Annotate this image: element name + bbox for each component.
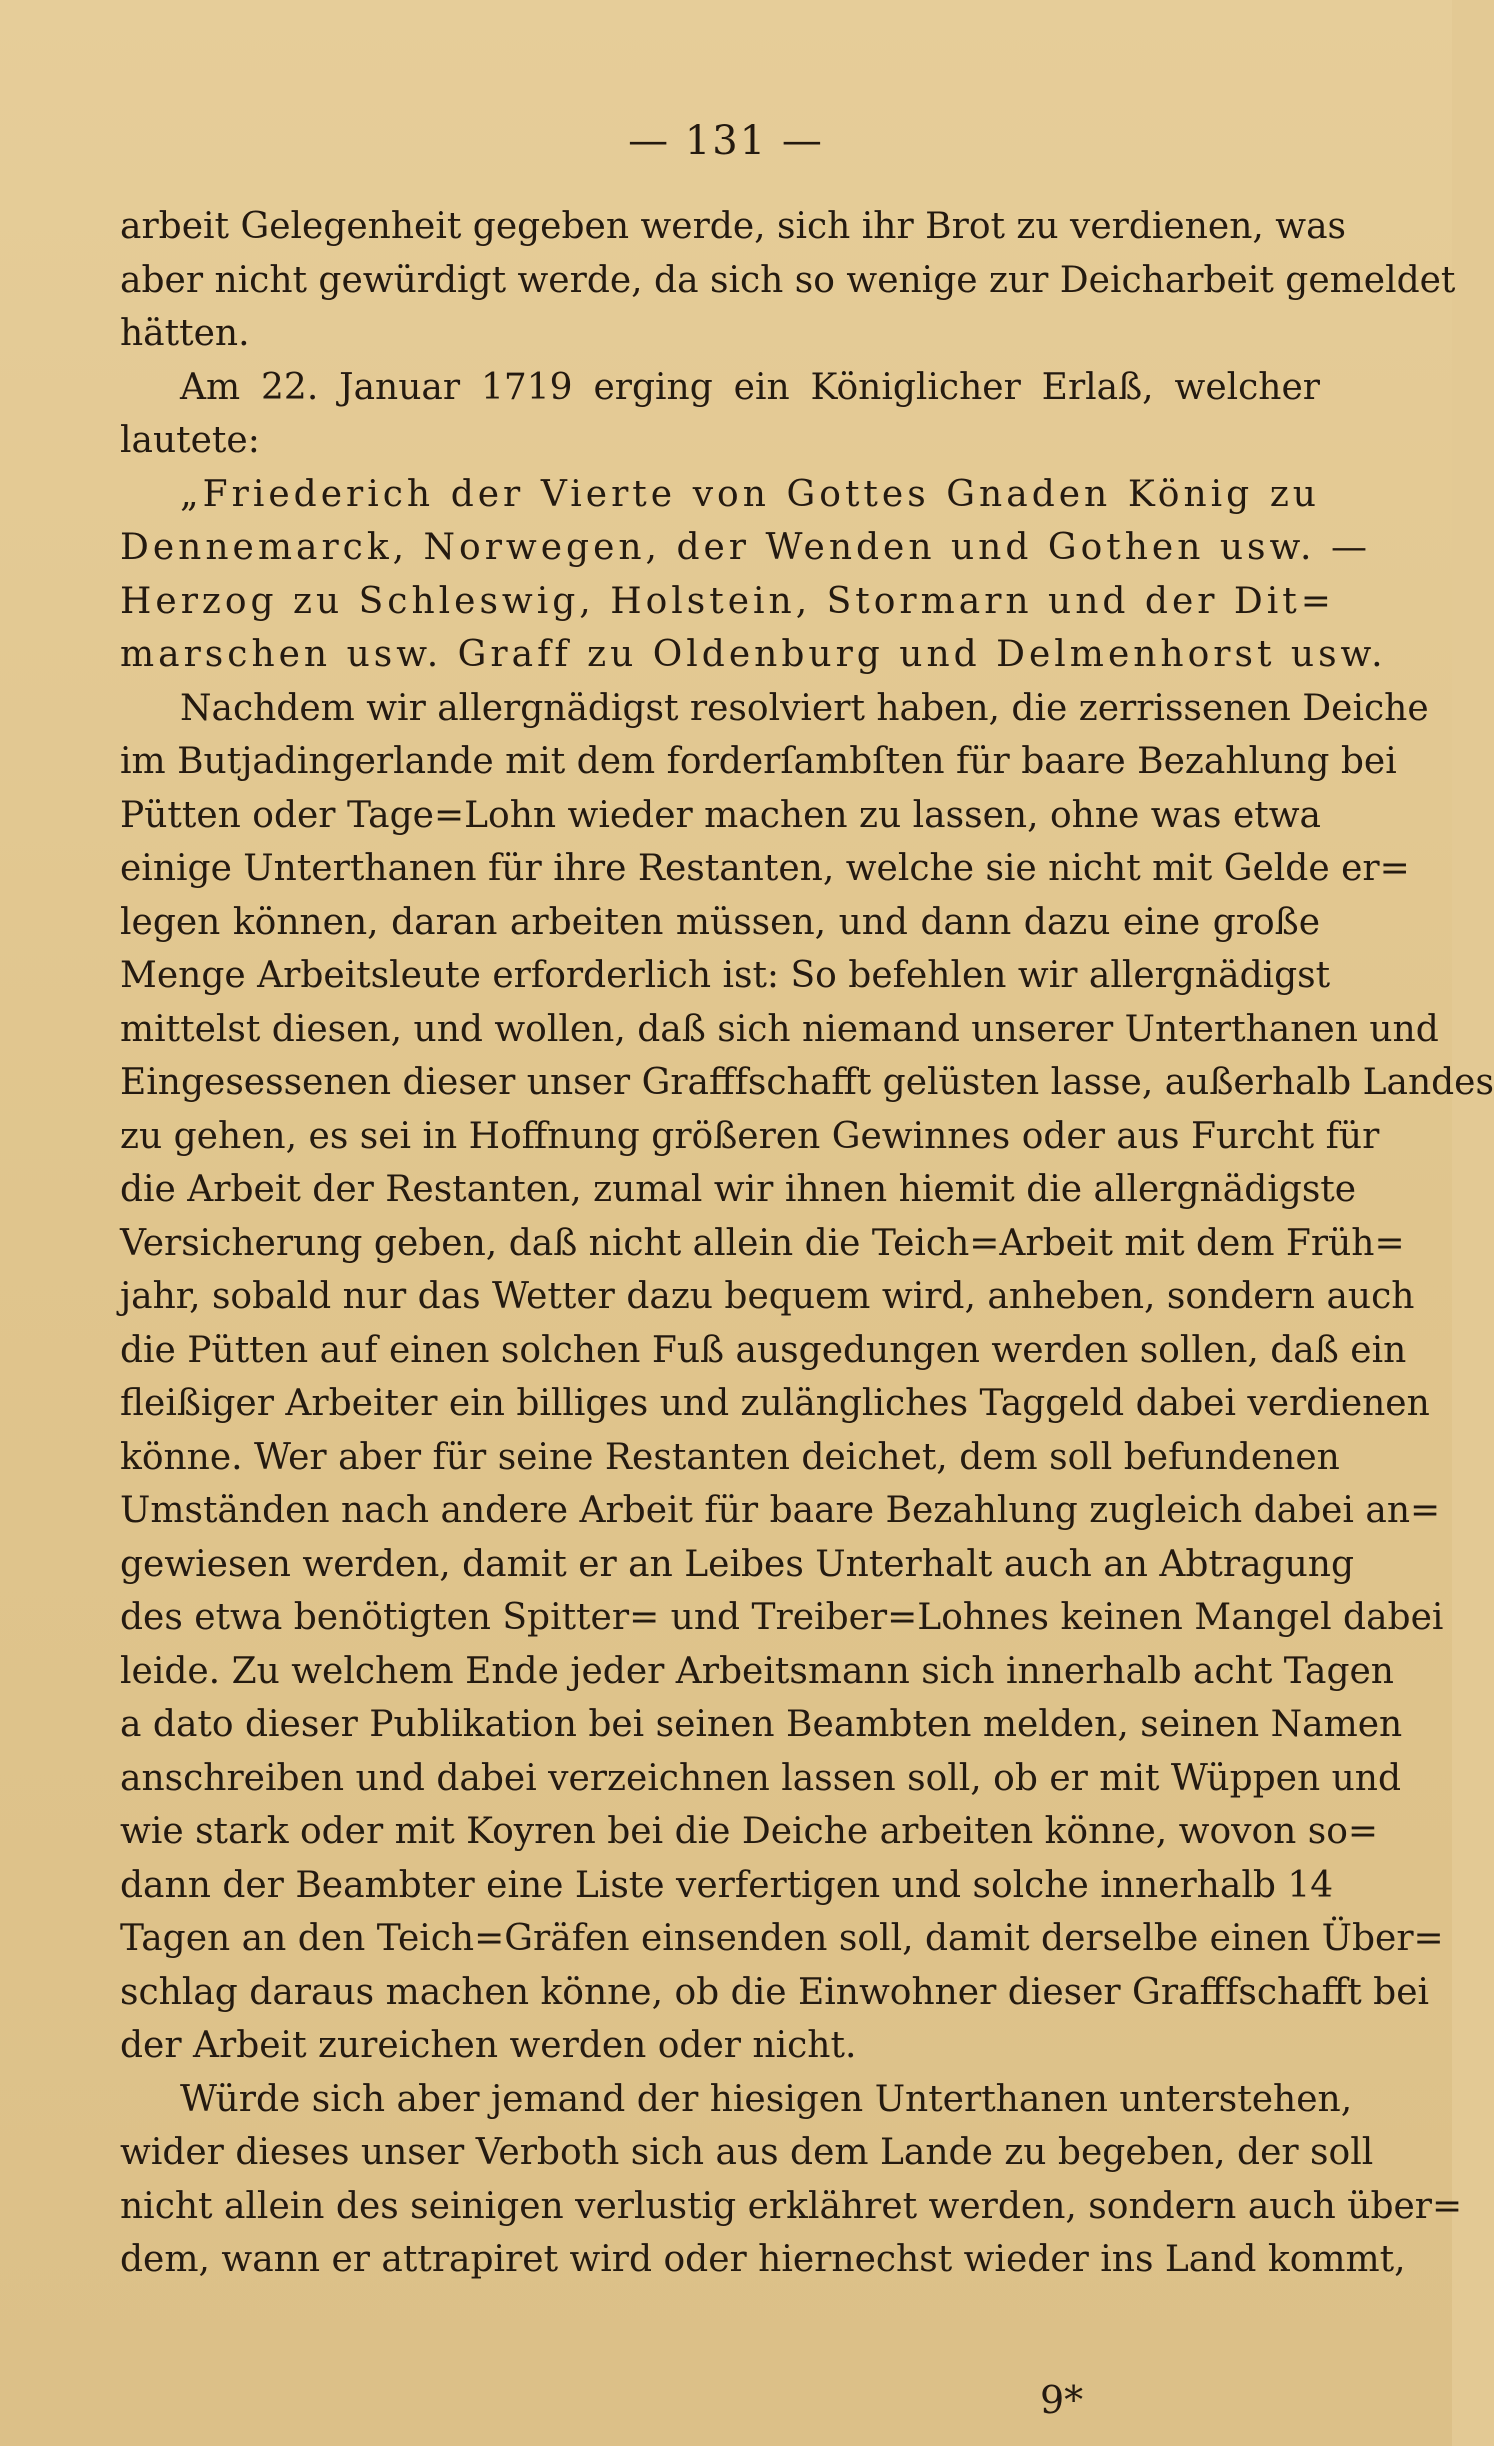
text-line: könne. Wer aber für seine Restanten deichet, dem soll befundenen	[120, 1436, 1340, 1478]
text-line: Dennemarck, Norwegen, der Wenden und Gothen usw. —	[120, 527, 1371, 568]
text-line: Versicherung geben, daß nicht allein die Teich=Arbeit mit dem Früh=	[120, 1222, 1405, 1264]
text-line: Eingesessenen dieser unser Grafffschafft gelüsten lasse, außerhalb Landes	[120, 1062, 1494, 1103]
text-line: aber nicht gewürdigt werde, da sich so wenige zur Deicharbeit gemeldet	[120, 259, 1456, 301]
text-line: Menge Arbeitsleute erforderlich ist: So befehlen wir allergnädigst	[120, 955, 1331, 996]
text-line: legen können, daran arbeiten müssen, und dann dazu eine große	[120, 901, 1320, 943]
text-line: fleißiger Arbeiter ein billiges und zulängliches Taggeld dabei verdienen	[120, 1383, 1430, 1424]
text-line: im Butjadingerlande mit dem forderſambſten für baare Bezahlung bei	[120, 741, 1397, 782]
text-line: jahr, sobald nur das Wetter dazu bequem wird, anheben, sondern auch	[120, 1276, 1415, 1317]
text-line: „Friederich der Vierte von Gottes Gnaden König zu	[180, 473, 1320, 515]
text-line: dem, wann er attrapiret wird oder hiernechst wieder ins Land kommt,	[120, 2239, 1406, 2280]
text-line: wider dieses unser Verboth sich aus dem Lande zu begeben, der soll	[120, 2132, 1374, 2173]
signature-mark: 9*	[1040, 2378, 1084, 2422]
text-line: mittelst diesen, und wollen, daß sich niemand unserer Unterthanen und	[120, 1008, 1439, 1050]
text-line: lautete:	[120, 420, 260, 461]
text-line: nicht allein des seinigen verlustig erklähret werden, sondern auch über=	[120, 2185, 1463, 2227]
text-line: Würde sich aber jemand der hiesigen Unterthanen unterstehen,	[180, 2078, 1353, 2120]
text-line: der Arbeit zureichen werden oder nicht.	[120, 2025, 857, 2066]
text-line: die Pütten auf einen solchen Fuß ausgedungen werden sollen, daß ein	[120, 1329, 1407, 1371]
text-line: Tagen an den Teich=Gräfen einsenden soll, damit derselbe einen Über=	[120, 1918, 1444, 1959]
text-line: Nachdem wir allergnädigst resolviert haben, die zerrissenen Deiche	[180, 687, 1429, 729]
text-line: einige Unterthanen für ihre Restanten, welche sie nicht mit Gelde er=	[120, 848, 1410, 889]
text-line: leide. Zu welchem Ende jeder Arbeitsmann sich innerhalb acht Tagen	[120, 1650, 1394, 1692]
text-line: schlag daraus machen könne, ob die Einwohner dieser Grafffschafft bei	[120, 1971, 1430, 2013]
text-line: Umständen nach andere Arbeit für baare Bezahlung zugleich dabei an=	[120, 1490, 1441, 1531]
text-line: wie stark oder mit Koyren bei die Deiche arbeiten könne, wovon so=	[120, 1811, 1379, 1852]
text-line: hätten.	[120, 313, 250, 354]
text-line: des etwa benötigten Spitter= und Treiber=Lohnes keinen Mangel dabei	[120, 1597, 1444, 1638]
page-text	[120, 200, 1494, 2287]
text-line: die Arbeit der Restanten, zumal wir ihnen hiemit die allergnädigste	[120, 1169, 1357, 1210]
text-line: dann der Beambter eine Liste verfertigen und solche innerhalb 14	[120, 1864, 1334, 1906]
text-line: Am 22. Januar 1719 erging ein Königlicher Erlaß, welcher	[180, 366, 1320, 408]
text-line: Herzog zu Schleswig, Holstein, Stormarn und der Dit=	[120, 580, 1335, 622]
text-line: a dato dieser Publikation bei seinen Beambten melden, seinen Namen	[120, 1704, 1403, 1745]
text-line: marschen usw. Graff zu Oldenburg und Delmenhorst usw.	[120, 634, 1387, 675]
text-line: zu gehen, es sei in Hoffnung größeren Gewinnes oder aus Furcht für	[120, 1115, 1380, 1157]
page-number: — 131 —	[628, 118, 824, 164]
text-line: gewiesen werden, damit er an Leibes Unterhalt auch an Abtragung	[120, 1543, 1355, 1585]
text-line: anschreiben und dabei verzeichnen lassen soll, ob er mit Wüppen und	[120, 1757, 1402, 1799]
text-line: arbeit Gelegenheit gegeben werde, sich ihr Brot zu verdienen, was	[120, 206, 1347, 247]
text-line: Pütten oder Tage=Lohn wieder machen zu lassen, ohne was etwa	[120, 794, 1321, 836]
